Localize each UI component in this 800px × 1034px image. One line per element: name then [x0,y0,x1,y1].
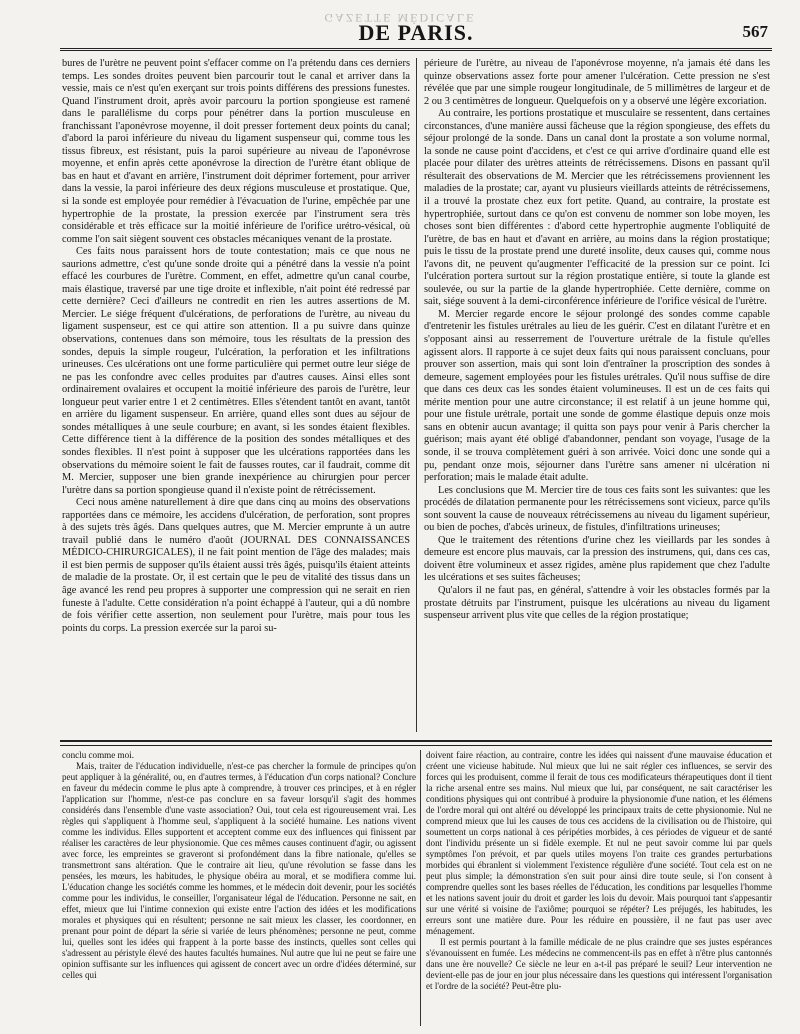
paragraph: M. Mercier regarde encore le séjour prolongé des sondes comme capable d'entretenir les fistules urétrales au lieu de les guérir. C'est en dilatant l'urètre et en s'opposant ainsi au resserrement de l'ouverture urétrale de la fistule qu'elles agissent alors. Il rapporte à ce sujet deux faits qui nous paraissent concluans, pour prouver son assertion, mais qui sont loin d'entraîner la proscription des sondes à demeure, sagement employées pour les fistules urétrales. Qu'il nous suffise de dire que dans ces deux cas les sondes étaient volumineuses. Il est un de ces faits qui mérite mention pour une autre circonstance; il est relatif à un jeune homme qui, pour une fistule urétrale, portait une sonde de gomme élastique depuis onze mois sans en obtenir aucun avantage; il quitta son pays pour venir à Paris chercher la guérison; mais ayant été obligé d'abandonner, pendant son voyage, l'usage de la sonde, il se trouva complètement guéri à son arrivée. Voici donc une sonde qui a pu, pendant onze mois, séjourner dans l'urètre sans amener ni ulcération ni perforation; mais le malade était adulte. [424,308,770,484]
paragraph: Il est permis pourtant à la famille médicale de ne plus craindre que ses justes espérances s'évanouissent en fumée. Les médecins ne commencent-ils pas en effet à n'être plus cantonnés dans une ère nouvelle? Ce siècle ne leur en a-t-il pas préparé le seuil? Leur intervention ne devient-elle pas de jour en jour plus nécessaire dans les questions qui intéressent l'organisation et l'ordre de la société? Peut-être plu- [426,937,772,991]
paragraph: Au contraire, les portions prostatique et musculaire se ressentent, dans certaines circonstances, d'une manière aussi fâcheuse que la région spongieuse, des effets du séjour prolongé de la sonde. Dans un canal dont la prostate a son volume normal, la sonde ne cause point d'accidens, et c'est ce qui arrive d'ordinaire quand elle est placée pour dilater des urètres atteints de rétrécissemens. Disons en passant qu'il résulterait des observations de M. Mercier que les rétrécissemens proviennent les maladies de la prostate; car, ayant vu plusieurs vieillards atteints de rétrécissemens, il a trouvé la prostate chez eux fort petite. Quand, au contraire, la prostate est hypertrophiée, surtout dans ce qu'on est convenu de nommer son lobe moyen, les choses sont bien différentes : d'abord cette hypertrophie augmente l'obliquité de l'urètre, de bas en haut et d'avant en arrière, au moins dans la région prostatique; puis le tissu de la prostate prend une dureté insolite, deux causes qui, comme nous l'avons dit, ne peuvent qu'augmenter l'efficacité de la pression sur ce point. Ici l'ulcération portera surtout sur la région prostatique entière, si toute la glande est soulevée, ou sur la partie de la glande hypertrophiée. Cette dernière, comme on sait, siége souvent à la demi-circonférence inférieure de l'orifice vésical de l'urètre. [424,108,770,308]
page-title: DE PARIS. [358,20,474,45]
article-column-left [62,58,410,736]
paragraph: périeure de l'urètre, au niveau de l'aponévrose moyenne, n'a jamais été dans les quinze observations assez forte pour amener l'ulcération. Cette pression ne s'est révélée que par une simple rougeur longitudinale, de 5 millimètres de largeur et de 2 ou 3 centimètres de longueur. Quelquefois on y a observé une légère excoriation. [424,58,770,107]
column-divider [416,58,417,732]
paragraph: bures de l'urètre ne peuvent point s'effacer comme on l'a prétendu dans ces derniers temps. Les sondes droites peuvent bien parcourir tout le canal et arriver dans la vessie, mais ce n'est qu'en exerçant sur trois points différens des pressions funestes. Quand l'instrument droit, après avoir parcouru la portion spongieuse est ramené dans le parallélisme du corps pour pénétrer dans la portion musculeuse en franchissant l'aponévrose moyenne, il doit presser fortement deux points du canal; d'abord la paroi inférieure du niveau du ligament suspenseur qui, comme tous les tissus fibreux, est résistant, puis la paroi supérieure au niveau de l'aponévrose moyenne, et enfin après cette aponévrose la direction de l'urètre étant oblique de bas en haut et d'avant en arrière, l'instrument doit déprimer fortement, pour arriver dans la vessie, la paroi inférieure des deux régions musculeuse et prostatique. Que, si la sonde est employée pour remédier à l'évacuation de l'urine, empêchée par une hypertrophie de la prostate, la pression exercée par l'instrument sera très considérable et très efficace sur la moitié inférieure de l'orifice urétro-vésical, où comme l'on sait siègent souvent ces obstacles mécaniques venant de la prostate. [62,58,410,245]
page-header [60,18,772,51]
column-divider [420,750,421,1026]
section-divider [60,740,772,746]
paragraph: Ceci nous amène naturellement à dire que dans cinq au moins des observations rapportées dans ce mémoire, les accidens d'ulcération, de perforation, sont propres à des sujets très âgés. Dans quelques autres, que M. Mercier emprunte à un autre travail publié dans le numéro d'août (JOURNAL DES CONNAISSANCES MÉDICO-CHIRURGICALES), il ne fait point mention de l'âge des malades; mais il est bien permis de supposer qu'ils étaient aussi très âgés, puisqu'ils étaient atteints de maladie de la prostate. Or, il est certain que le peu de vitalité des tissus dans un âge avancé les rend peu propres à supporter une compression qui ne serait en rien funeste à l'adulte. Cette considération n'a point échappé à l'auteur, qui a dû nombre de fois vérifier cette assertion, non seulement pour l'urètre, mais pour tous les points du corps. La pression exercée sur la paroi su- [62,497,410,634]
article-column-right [424,58,770,736]
paragraph: conclu comme moi. [62,750,134,760]
paragraph: Qu'alors il ne faut pas, en général, s'attendre à voir les obstacles formés par la prostate détruits par l'instrument, puisque les ulcérations au niveau du ligament suspenseur arrivent plus vite que celles de la région prostatique; [424,584,770,622]
paragraph: Ces faits nous paraissent hors de toute contestation; mais ce que nous ne saurions admettre, c'est qu'une sonde droite qui a pénétré dans la vessie n'a point effacé les courbures de l'urètre. Comment, en effet, admettre qu'un canal courbe, mais élastique, traversé par une tige droite et inflexible, n'ait point été redressé par cette dernière? Ceci d'ailleurs ne contredit en rien les autres assertions de M. Mercier. Le siége fréquent d'ulcérations, de perforations de l'urètre, au niveau du ligament suspenseur, est ce qui attire son attention. Il a pu suivre dans quinze observations, contenues dans son mémoire, tous les résultats de la pression des sondes, depuis la simple rougeur, l'ulcération, la perforation et les infiltrations urineuses. Ces ulcérations ont une forme particulière qui permet outre leur siége de ne pas les confondre avec celles produites par d'autres causes. Ainsi elles sont ordinairement ovalaires et occupent la moitié inférieure des parois de l'urètre, leur longueur peut varier entre 1 et 2 centimètres. Elles s'étendent tantôt en avant, tantôt en arrière du ligament suspenseur. En arrière, quand elles sont dues au séjour de sondes métalliques à une seule courbure; en avant, si les sondes étaient flexibles. Cette différence tient à la différence de la position des sondes métalliques et des sondes flexibles. Il n'est point à supposer que les ulcérations rapportées dans les observations du mémoire soient le fait de fausses routes, car il faudrait, comme dit M. Mercier, supposer une bien grande inexpérience au chirurgien pour percer l'urètre dans sa portion spongieuse quand il n'existe point de rétrécissement. [62,246,410,496]
page-number: 567 [742,22,768,41]
paragraph: Que le traitement des rétentions d'urine chez les vieillards par les sondes à demeure est encore plus mauvais, car la pression des instrumens, qui, dans ces cas, doivent être volumineux et assez rigides, amène plus rapidement que chez l'adulte les ulcérations et ses suites fâcheuses; [424,534,770,584]
paragraph: Mais, traiter de l'éducation individuelle, n'est-ce pas chercher la formule de principes qu'on peut appliquer à la généralité, ou, en d'autres termes, à l'éducation d'un corps national? Conclure en faveur du médecin comme le plus apte à comprendre, à trouver ces principes, et à en régler l'application sur l'homme, n'est-ce pas conclure en sa faveur lorsqu'il s'agit des hommes considérés dans l'ensemble d'une vaste association? Oui, tout cela est rigoureusement vrai. Les règles qui s'appliquent à l'homme seul, s'appliquent à la société humaine. Les nations vivent comme les individus. Elles supportent et acceptent comme eux des influences qui finissent par réaliser les caractères de leur physionomie. Que ces mêmes causes continuent d'agir, ou agissent avec force, les empreintes se graveront si profondément dans la fibre nationale, qu'elles se transmettront sans altération. Que le contraire ait lieu, qu'une révolution se fasse dans les pensées, les mœurs, les habitudes, le physique obéira au moral, et se modifiera comme lui. L'éducation change les sociétés comme les hommes, et le médecin doit devenir, pour les sociétés comme pour les individus, le conseiller, l'organisateur légal de l'éducation. Personne ne sait, en effet, mieux que lui l'intime connexion qui existe entre l'action des idées et les modifications morales et physiques qui en résultent; personne ne sait mieux les classer, les coordonner, en prenant pour point de départ la série si variée de leurs phénomènes; personne ne peut, comme lui, quelles sont les idées qui frappent à la porte basse des instincts, quelles sont celles qui s'adressent au péristyle élevé des hautes facultés humaines. Nul autre que lui ne peut se faire une opinion suffisante sur les influences qui agissent de concert avec un ordre d'idées déterminé, sur celles qui [62,761,416,980]
paragraph: doivent faire réaction, au contraire, contre les idées qui naissent d'une mauvaise éducation et créent une vicieuse habitude. Nul mieux que lui ne sait régler ces influences, se servir des forces qui les produisent, comme il ferait de tous ces modificateurs thérapeutiques dont il tient la riche arsenal entre ses mains. Nul mieux que lui, par conséquent, ne sait caractériser les conditions physiques qui ont contribué à produire la physionomie d'une nation, et les élémens de l'ordre moral qui ont altéré ou développé les principaux traits de cette physionomie. Nul ne comprend mieux que lui les causes de tous ces accidens de la civilisation ou de l'histoire, qui soumettent un corps national à ces péripéties morbides, à ces périodes de vigueur et de santé dont l'individu présente un si fidèle exemple. Et nul ne peut savoir comme lui par quels symptômes l'on prévoit, et par quels utiles moyens l'on traite ces grandes perturbations morbides qui ébranlent si violemment l'existence régulière d'une société. Tout cela est on ne peut plus simple; la démonstration s'en suit pour ainsi dire toute seule, si l'on consent à comprendre quelles sont les bases réelles de l'éducation, les conditions par lesquelles l'homme et les nations savent jouir du droit et garder les lois du devoir. Mais pourquoi tant s'appesantir sur une vérité si voisine de l'axiôme; pourquoi se répéter? Les préjugés, les habitudes, les erreurs sont une matière dure. Pour les réduire en poussière, il ne faut pas user avec ménagement. [426,750,772,936]
bleed-through-text: GAZETTE MÉDICALE [324,11,476,25]
paragraph: Les conclusions que M. Mercier tire de tous ces faits sont les suivantes: que les procédés de dilatation permanente pour les rétrécissemens sont vicieux, parce qu'ils sont souvent la cause de nouveaux rétrécissemens au niveau du ligament supérieur, ou bien de poches, d'abcès urineux, de fistules, d'infiltrations urineuses; [424,484,770,534]
feuilleton-column-right [426,750,772,1028]
feuilleton-column-left [62,750,416,1028]
